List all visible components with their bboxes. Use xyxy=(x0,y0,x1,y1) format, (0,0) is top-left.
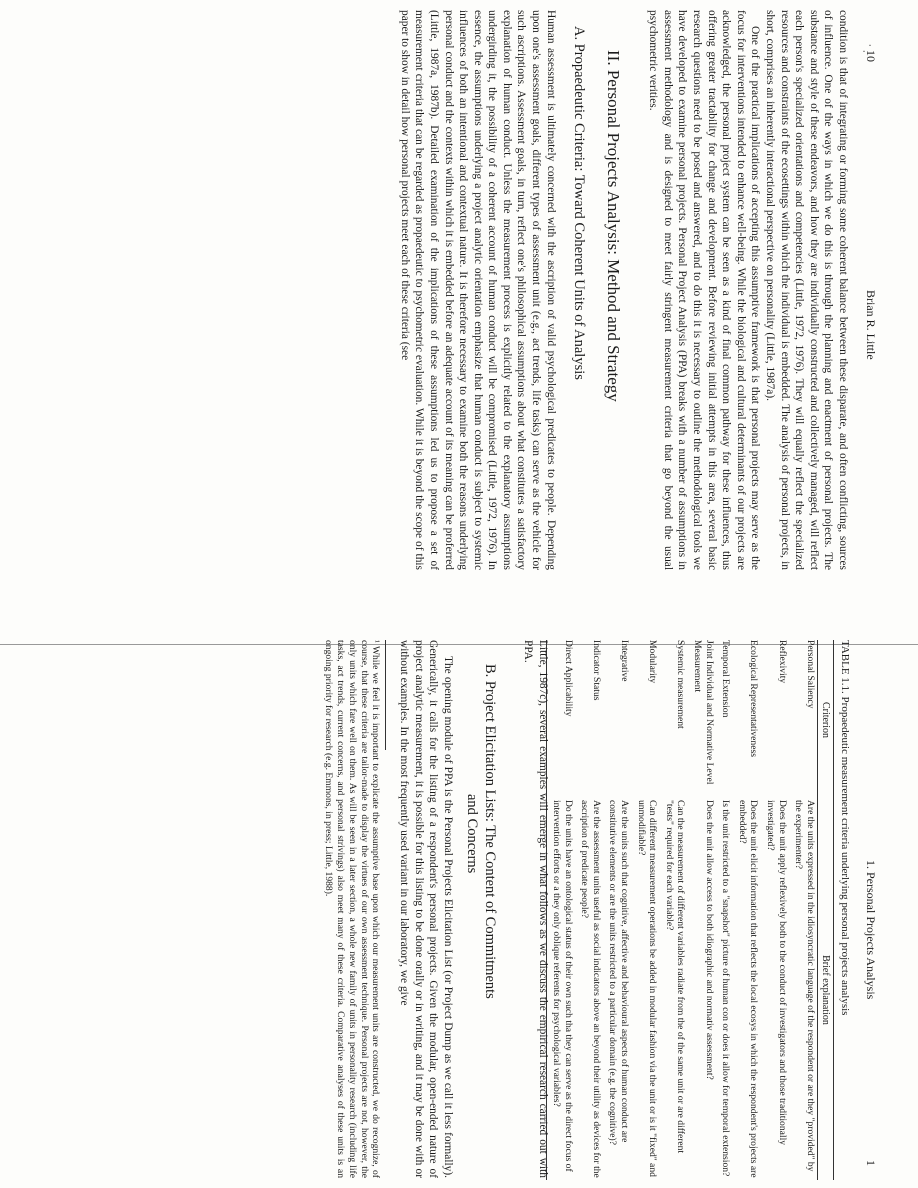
explanation-cell: Does the unit elicit information that reflects the local ecosys in which the respondent's projects are embedded? xyxy=(736,800,760,1178)
rotated-book-spread xyxy=(40,0,880,1178)
table-row xyxy=(732,640,760,1180)
table-row xyxy=(789,640,818,1180)
explanation-cell: Are the units such that cognitive, affective and behavioural aspects of human conduct are constitutive elements or are the units restricted to a particular domain (e.g. the cognitive)? xyxy=(607,800,631,1145)
criterion-cell: Personal Saliency xyxy=(804,640,816,709)
criterion-cell: Reflexivity xyxy=(776,640,788,684)
criterion-cell: Ecological Representativeness xyxy=(748,640,760,757)
subsection-heading-line2: and Concerns xyxy=(463,794,480,874)
paragraph: Human assessment is ultimately concerned with the ascription of valid psychological predicates to people. Depending upon one's assessment goals, different types of assessment unit (e.g., act trends, life tasks) can serve as the vehicle for such ascriptions. Assessment goals, in turn, reflect one's philosophical assumptions about what constitutes a satisfactory explanation of human conduct. Unless the measurement process is explicitly related to the explanatory assumptions undergirding it, the possibility of a coherent account of human conduct will be compromised (Little, 1972, 1976). In essence, the assumptions underlying a project analytic orientation emphasize that human conduct is subject to systemic influences of both an intentional and contextual nature. It is therefore necessary to examine both the reasons underlying personal conduct and the contexts within which it is embedded before an adequate account of its meaning can be proferred (Little, 1987a, 1987b). Detailed examination of the implications of these assumptions led us to propose a set of measurement criteria that can be regarded as propaedeutic to psychometric evaluation. While it is beyond the scope of this paper to show in detail how personal projects meet each of these criteria (see xyxy=(398,10,557,570)
explanation-cell: Do the units have an ontological status of their own such tha they can serve as the direct focus of intervention efforts or a they only oblique referents for psychological variables? xyxy=(551,800,574,1172)
explanation-cell: Is the unit restricted to a "snapshot" picture of human con or does it allow for temporal extension? xyxy=(720,800,732,1177)
table-caption: TABLE 1.1. Propaedeutic measurement criteria underlying personal projects analysis xyxy=(839,640,851,1016)
left-page-body xyxy=(397,10,850,570)
explanation-cell: Are the assessment units useful as social indicators above an beyond their utility as devices for the ascription of predicate people? xyxy=(579,800,602,1178)
section-heading: II. Personal Projects Analysis: Method and Strategy xyxy=(603,50,623,402)
criteria-table xyxy=(546,640,850,1180)
table-row xyxy=(575,640,603,1180)
explanation-cell: Does the unit apply reflexively both to the conduct of investigators and those traditionally investigated? xyxy=(765,800,788,1146)
running-head-right: 1. Personal Projects Analysis xyxy=(864,860,878,1000)
margin-mark: · xyxy=(868,38,872,52)
table-row xyxy=(631,640,659,1180)
criterion-cell: Indicator Status xyxy=(590,640,602,701)
criterion-cell: Temporal Extension xyxy=(720,640,732,718)
criterion-cell: Integrative xyxy=(619,640,631,682)
table-header-explanation: Brief explanation xyxy=(817,800,834,1180)
right-page-body xyxy=(322,640,550,1178)
table-row xyxy=(687,640,715,1180)
table-row xyxy=(546,640,575,1180)
explanation-cell: Can different measurement operations be added in modular fashion via the unit or is it "fixed" and unmodifiable? xyxy=(635,800,659,1177)
criterion-cell: Direct Applicability xyxy=(562,640,574,717)
subsection-heading: A. Propaedeutic Criteria: Toward Coherent Units of Analysis xyxy=(570,26,587,380)
paragraph: One of the practical implications of accepting this assumptive framework is that personal projects may serve as the focus for interventions intended to enhance well-being. While the biological and cultural determinants of our projects are acknowledged, the personal project system can be seen as a kind of final common pathway for these influences, thus offering greater tractability for change and development. Before reviewing initial attempts in this area, several basic research questions need to be posed and answered, and to do this it is necessary to outline the methodological tools we have developed to examine personal projects. Personal Project Analysis (PPA) breaks with a number of assumptions in assessment methodology and is designed to meet fairly stringent measurement criteria that go beyond the usual psychometric verities. xyxy=(647,10,762,570)
explanation-cell: Does the unit allow access to both idiographic and normativ assessment? xyxy=(703,800,715,1080)
table-row xyxy=(603,640,631,1180)
subsection-heading xyxy=(463,664,499,1178)
criterion-cell: Systemic measurement xyxy=(675,640,687,729)
page-number-right: 1 xyxy=(864,1160,878,1166)
paragraph: The opening module of PPA is the Personal Projects Elicitation List (or Project Dump as we call it less formally). Generically, it calls for the listing of a respondent's personal projects. Given the modular, open-ended nature of project analytic measurement, it is possible for this listing to be done orally or in writing, and it may be done with or without examples. In the most frequently used variant in our laboratory, we give xyxy=(398,640,454,1178)
explanation-cell: Can the measurement of different variables radiate from the of the same unit or are different "tests" required for each variable? xyxy=(663,800,687,1154)
paragraph: Little, 1987c), several examples will emerge in what follows as we discuss the empirical research carried out with PPA. xyxy=(522,640,549,1178)
footnote: ¹ While we feel it is important to explicate the assumptive base upon which our measurement units are constructed, we do recognize, of course, that these criteria are tailor-made to display the virtues of our own assessment technique. Personal projects are not, however, the only units which fare well on them. As will be seen in a later section, a whole new family of units in personality research (including life tasks, act trends, current concerns, and personal strivings) also meet many of these criteria. Comparative analyses of these units is an ongoing priority for research (e.g. Emmons, in press; Little, 1988). xyxy=(323,640,382,1178)
page-number-left: 10 xyxy=(864,50,878,62)
table-row xyxy=(659,640,687,1180)
footnote-rule xyxy=(385,640,386,750)
subsection-heading-line1: B. Project Elicitation Lists: The Content of Commitments xyxy=(481,664,498,999)
table-row xyxy=(716,640,733,1180)
criterion-cell: Modularity xyxy=(647,640,659,684)
paragraph: condition is that of integrating or forming some coherent balance between these disparate, and often conflicting, sources of influence. One of the ways in which we do this is through the planning and enactment of personal projects. The substance and style of these endeavors, and how they are individually constructed and collectively managed, will reflect each person's specialized orientations and competencies (Little, 1972, 1976). They will equally reflect the specialized resources and constraints of the ecosettings within which the individual is embedded. The analysis of personal projects, in short, comprises an inherently interactional perspective on personality (Little, 1987a). xyxy=(764,10,849,570)
criterion-cell: Joint Individual and Normative Level Measurement xyxy=(692,640,715,785)
running-head-left: Brian R. Little xyxy=(864,290,878,360)
table-header-criterion: Criterion xyxy=(817,640,834,800)
table-row xyxy=(760,640,788,1180)
margin-mark: · xyxy=(862,44,866,58)
explanation-cell: Are the units expressed in the idiosyncratic language of the respondent or are they "provided" by the experimenter? xyxy=(793,800,816,1172)
